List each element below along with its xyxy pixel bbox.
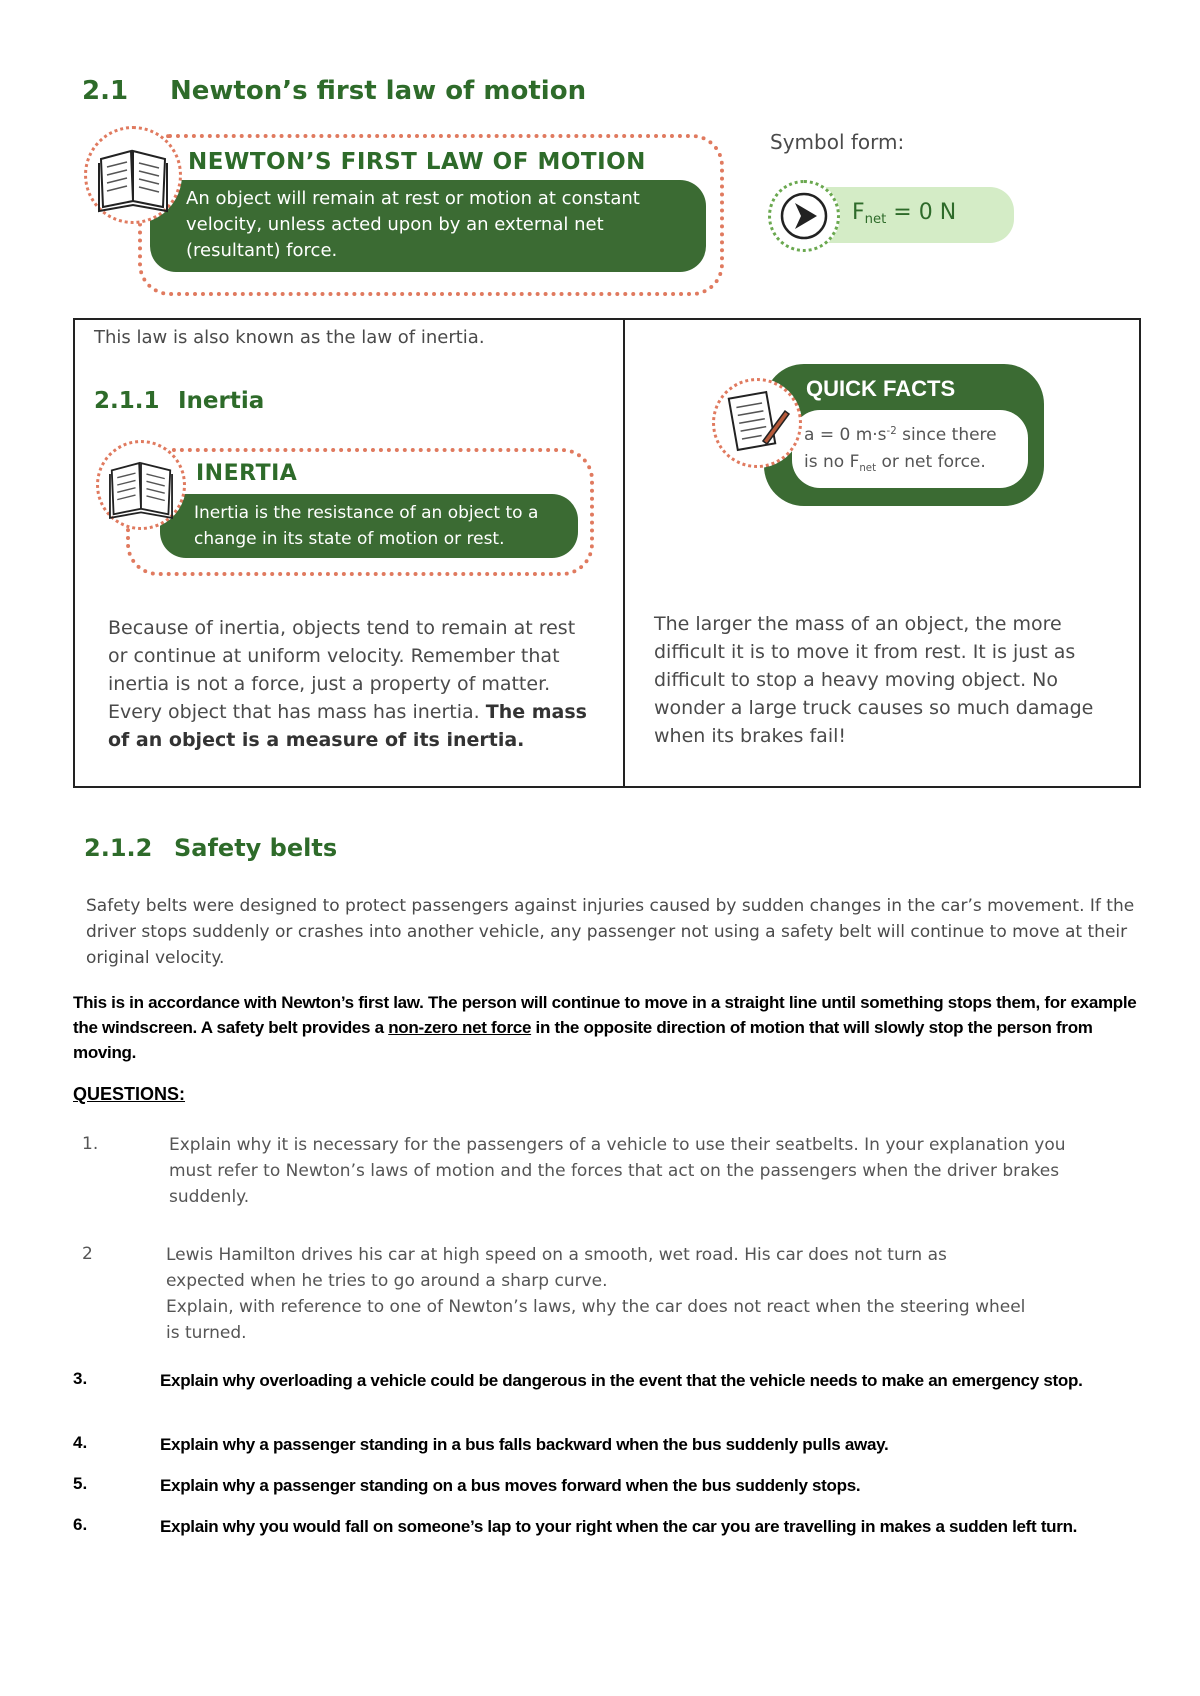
question-3-text: Explain why overloading a vehicle could be dangerous in the event that the vehicle needs to make an emergency stop. <box>160 1371 1083 1390</box>
section-number: 2.1 <box>82 76 129 106</box>
subsection-number: 2.1.1 <box>94 388 160 414</box>
notepad-icon <box>712 378 802 468</box>
arrow-icon <box>768 180 840 252</box>
safety-belts-number: 2.1.2 <box>84 834 153 862</box>
law-definition-title: NEWTON’S FIRST LAW OF MOTION <box>188 149 646 175</box>
quick-facts-title: QUICK FACTS <box>806 376 956 401</box>
mass-paragraph: The larger the mass of an object, the more difficult it is to move it from rest. It is just as difficult to stop a heavy moving object. No wonder a large truck causes so much damage when its brakes fail! <box>654 613 1094 747</box>
question-number: 3. <box>73 1369 88 1388</box>
questions-heading: QUESTIONS: <box>73 1084 186 1104</box>
question-2-text: Lewis Hamilton drives his car at high speed on a smooth, wet road. His car does not turn as expected when he tries to go around a sharp curve. Explain, with reference to one of Newton’s laws, why the car does not react when the steering wheel is turned. <box>166 1245 1026 1343</box>
inertia-definition-panel <box>160 494 578 558</box>
safety-belts-paragraph: Safety belts were designed to protect passengers against injuries caused by sudden changes in the car’s movement. If the driver stops suddenly or crashes into another vehicle, any passenger not using a safety belt will continue to move at their original velocity. <box>86 896 1135 968</box>
column-divider <box>623 318 625 786</box>
law-definition-panel <box>150 180 706 272</box>
inertia-paragraph-bold: The mass of an object is a measure of its inertia. <box>108 701 587 751</box>
book-icon <box>96 440 186 530</box>
inertia-paragraph-text: Because of inertia, objects tend to remain at rest or continue at uniform velocity. Remember that inertia is not a force, just a property of matter. Every object that has mass has inertia. <box>108 617 576 723</box>
book-icon <box>84 126 182 224</box>
inertia-definition-title: INERTIA <box>196 461 298 486</box>
non-zero-net-force-term: non-zero net force <box>388 1018 532 1037</box>
question-number: 5. <box>73 1474 88 1493</box>
question-number: 1. <box>82 1134 99 1154</box>
question-4-text: Explain why a passenger standing in a bus falls backward when the bus suddenly pulls away. <box>160 1435 889 1454</box>
law-definition-text: An object will remain at rest or motion at constant velocity, unless acted upon by an external net (resultant) force. <box>186 188 640 261</box>
inertia-definition-text: Inertia is the resistance of an object to a change in its state of motion or rest. <box>194 503 539 549</box>
question-number: 2 <box>82 1244 93 1264</box>
question-1-text: Explain why it is necessary for the passengers of a vehicle to use their seatbelts. In your explanation you must refer to Newton’s laws of motion and the forces that act on the passengers when the driver brakes suddenly. <box>169 1135 1066 1207</box>
question-5-text: Explain why a passenger standing on a bus moves forward when the bus suddenly stops. <box>160 1476 861 1495</box>
question-6-text: Explain why you would fall on someone’s lap to your right when the car you are travelling in makes a sudden left turn. <box>160 1517 1078 1536</box>
symbol-equation: $F_{net} = 0$ N <box>852 200 957 227</box>
section-title: Newton’s first law of motion <box>170 76 587 106</box>
question-number: 6. <box>73 1515 88 1534</box>
law-of-inertia-intro: This law is also known as the law of inertia. <box>94 327 485 348</box>
quick-facts-panel <box>792 410 1028 488</box>
subsection-title: Inertia <box>178 388 265 414</box>
inertia-paragraph <box>108 614 590 754</box>
safety-belts-title: Safety belts <box>174 834 338 862</box>
symbol-form-label: Symbol form: <box>770 130 905 154</box>
quick-facts-card <box>764 364 1044 506</box>
question-number: 4. <box>73 1433 88 1452</box>
quick-facts-text: a = 0 $m\cdot s^{-2}$ since there is no $F_{net}$ or net force. <box>804 425 997 474</box>
newton-accordance-paragraph: This is in accordance with Newton’s first law. The person will continue to move in a straight line until something stops them, for example the windscreen. A safety belt provides a non-zero net force in the opposite direction of motion that will slowly stop the person from moving. <box>73 993 1137 1062</box>
